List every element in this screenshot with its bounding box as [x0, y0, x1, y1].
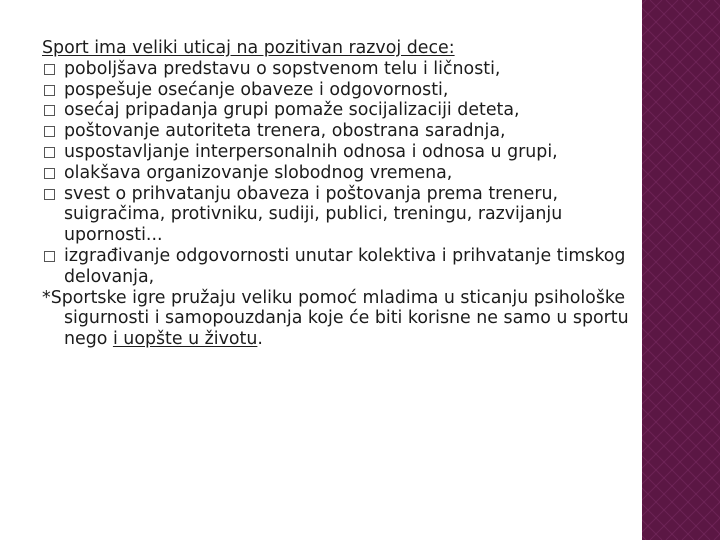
footnote-end: .: [257, 329, 263, 350]
list-item-text: izgrađivanje odgovornosti unutar kolektiva i prihvatanje timskog delovanja,: [64, 245, 626, 287]
empty-square-bullet-icon: [44, 105, 55, 116]
list-item: [42, 59, 632, 80]
list-item: [42, 246, 632, 288]
list-item: [42, 100, 632, 121]
empty-square-bullet-icon: [44, 189, 55, 200]
empty-square-bullet-icon: [44, 85, 55, 96]
list-item-text: svest o prihvatanju obaveza i poštovanja prema treneru, suigračima, protivniku, sudiji, publici, treningu, razvijanju upornosti...: [64, 183, 563, 246]
footnote: [42, 288, 632, 350]
empty-square-bullet-icon: [44, 64, 55, 75]
list-item-text: osećaj pripadanja grupi pomaže socijalizaciji deteta,: [64, 100, 520, 121]
list-item-text: uspostavljanje interpersonalnih odnosa i odnosa u grupi,: [64, 141, 558, 162]
footnote-text: *Sportske igre pružaju veliku pomoć mladima u sticanju psihološke sigurnosti i samopouzdanja koje će biti korisne ne samo u sportu nego: [42, 287, 629, 350]
list-item: [42, 80, 632, 101]
diagonal-pattern-icon: [642, 0, 720, 540]
empty-square-bullet-icon: [44, 126, 55, 137]
empty-square-bullet-icon: [44, 168, 55, 179]
list-item-text: pospešuje osećanje obaveze i odgovornosti,: [64, 79, 449, 100]
list-item-text: poboljšava predstavu o sopstvenom telu i ličnosti,: [64, 58, 501, 79]
list-item: [42, 184, 632, 246]
list-item: [42, 163, 632, 184]
list-item: [42, 142, 632, 163]
decorative-sidebar: [642, 0, 720, 540]
empty-square-bullet-icon: [44, 251, 55, 262]
list-item: [42, 121, 632, 142]
slide-content: [42, 38, 632, 350]
list-item-text: poštovanje autoriteta trenera, obostrana saradnja,: [64, 121, 506, 142]
slide-heading: Sport ima veliki uticaj na pozitivan razvoj dece:: [42, 38, 455, 58]
footnote-underlined-text: i uopšte u životu: [112, 329, 258, 350]
empty-square-bullet-icon: [44, 147, 55, 158]
list-item-text: olakšava organizovanje slobodnog vremena,: [64, 162, 453, 183]
